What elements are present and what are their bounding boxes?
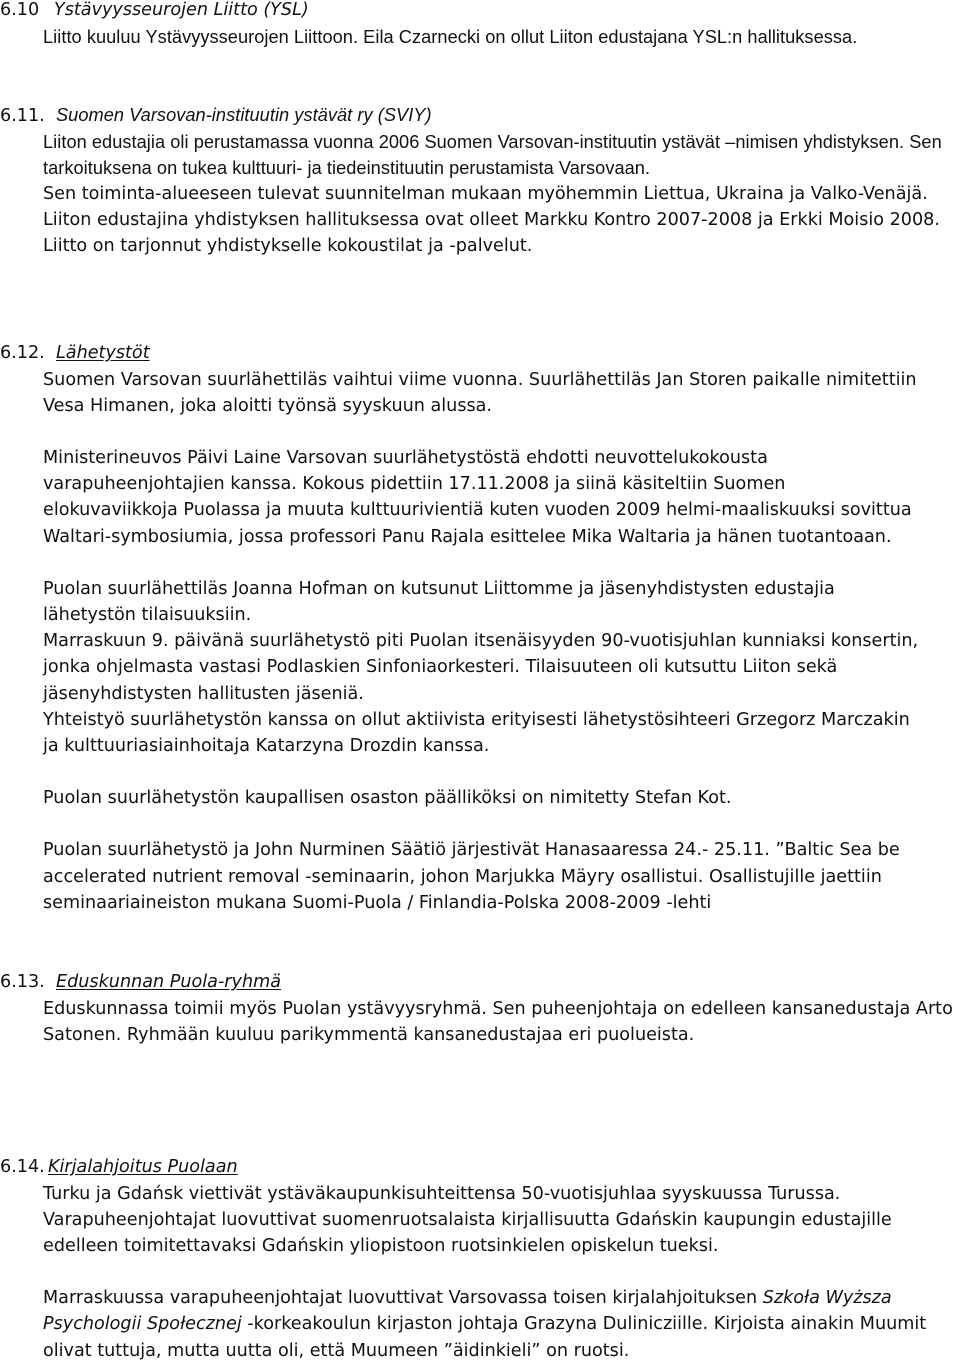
paragraph: Marraskuun 9. päivänä suurlähetystö piti Puolan itsenäisyyden 90-vuotisjuhlan kunniaksi konsertin, jonka ohjelmasta vastasi Podlaskien Sinfoniaorkesteri. Tilaisuuteen oli kutsuttu Liiton sekä jäsenyhdistysten hallitusten jäseniä. <box>43 631 919 704</box>
section-body <box>43 1181 958 1364</box>
section-number: 6.14. <box>0 1157 45 1177</box>
paragraph-kirjalahjoitus <box>43 1285 958 1364</box>
paragraph: Ministerineuvos Päivi Laine Varsovan suurlähetystöstä ehdotti neuvottelukokousta varapuheenjohtajien kanssa. Kokous pidettiin 17.11.2008 ja siinä käsiteltiin Suomen elokuvaviikkoja Puolassa ja muuta kulttuurivientiä kuten vuoden 2009 helmi-maaliskuuksi sovittua Waltari-symbosiumia, jossa professori Panu Rajala esittelee Mika Waltaria ja hänen tuotantoaan. <box>43 447 912 547</box>
section-6-10 <box>0 0 958 50</box>
section-body <box>43 24 958 50</box>
paragraph: Puolan suurlähettiläs Joanna Hofman on kutsunut Liittomme ja jäsenyhdistysten edustajia lähetystön tilaisuuksiin. <box>43 578 835 625</box>
section-number: 6.10 <box>0 0 40 20</box>
section-title: Ystävyysseurojen Liitto (YSL) <box>54 0 309 20</box>
section-heading <box>0 0 958 24</box>
section-title: Suomen Varsovan-instituutin ystävät ry (SVIY) <box>56 105 432 125</box>
section-number: 6.13. <box>0 972 45 992</box>
section-number: 6.11. <box>0 106 45 126</box>
section-number: 6.12. <box>0 343 45 363</box>
paragraph: Liitto kuuluu Ystävyysseurojen Liittoon. Eila Czarnecki on ollut Liiton edustajana YSL:n hallituksessa. <box>43 26 858 47</box>
section-heading <box>0 102 958 129</box>
section-6-14 <box>0 1154 958 1364</box>
text-run: Marraskuussa varapuheenjohtajat luovuttivat Varsovassa toisen kirjalahjoituksen <box>43 1288 758 1309</box>
paragraph: Turku ja Gdańsk viettivät ystäväkaupunkisuhteittensa 50-vuotisjuhlaa syyskuussa Turussa. Varapuheenjohtajat luovuttivat suomenruotsalaista kirjallisuutta Gdańskin kaupungin edustajille edelleen toimitettavaksi Gdańskin yliopistoon ruotsinkielen opiskelun tueksi. <box>43 1183 892 1256</box>
paragraph: Liiton edustajina yhdistyksen hallituksessa ovat olleet Markku Kontro 2007-2008 ja Erkki Moisio 2008. <box>43 210 940 231</box>
paragraph: Sen toiminta-alueeseen tulevat suunnitelman mukaan myöhemmin Liettua, Ukraina ja Valko-Venäjä. <box>43 183 928 204</box>
section-body <box>43 367 923 916</box>
paragraph: Eduskunnassa toimii myös Puolan ystävyysryhmä. Sen puheenjohtaja on edelleen kansanedustaja Arto Satonen. Ryhmään kuuluu parikymmentä kansanedustajaa eri puolueista. <box>43 998 953 1045</box>
paragraph: Suomen Varsovan suurlähettiläs vaihtui viime vuonna. Suurlähettiläs Jan Storen paikalle nimitettiin Vesa Himanen, joka aloitti työnsä syyskuun alussa. <box>43 369 917 416</box>
paragraph: Puolan suurlähetystö ja John Nurminen Säätiö järjestivät Hanasaaressa 24.- 25.11. ”Baltic Sea be accelerated nutrient removal -seminaarin, johon Marjukka Mäyry osallistui. Osallistujille jaettiin seminaariaineiston mukana Suomi-Puola / Finlandia-Polska 2008-2009 -lehti <box>43 840 900 913</box>
section-title: Eduskunnan Puola-ryhmä <box>56 972 282 992</box>
section-body <box>43 129 958 260</box>
text-run: -korkeakoulun kirjaston johtaja Grazyna Dulinicziille. Kirjoista ainakin Muumit olivat tuttuja, mutta uutta oli, että Muumeen ”äidinkieli” on ruotsi. <box>43 1314 927 1361</box>
section-6-12 <box>0 340 958 916</box>
paragraph: Puolan suurlähetystön kaupallisen osaston päälliköksi on nimitetty Stefan Kot. <box>43 788 732 809</box>
section-heading <box>0 969 958 996</box>
section-body <box>43 996 953 1048</box>
paragraph: Liiton edustajia oli perustamassa vuonna 2006 Suomen Varsovan-instituutin ystävät –nimisen yhdistyksen. Sen tarkoituksena on tukea kulttuuri- ja tiedeinstituutin perustamista Varsovaan. <box>43 131 942 178</box>
section-heading <box>0 1154 958 1181</box>
section-heading <box>0 340 958 367</box>
paragraph: Yhteistyö suurlähetystön kanssa on ollut aktiivista erityisesti lähetystösihteeri Grzegorz Marczakin ja kulttuuriasiainhoitaja Katarzyna Drozdin kanssa. <box>43 709 910 756</box>
section-title: Lähetystöt <box>56 343 150 363</box>
section-6-13 <box>0 969 958 1048</box>
paragraph: Liitto on tarjonnut yhdistykselle kokoustilat ja -palvelut. <box>43 236 533 257</box>
section-6-11 <box>0 102 958 260</box>
section-title: Kirjalahjoitus Puolaan <box>48 1157 238 1177</box>
school-name: Szkoła Wyższa Psychologii Społecznej <box>43 1288 892 1335</box>
